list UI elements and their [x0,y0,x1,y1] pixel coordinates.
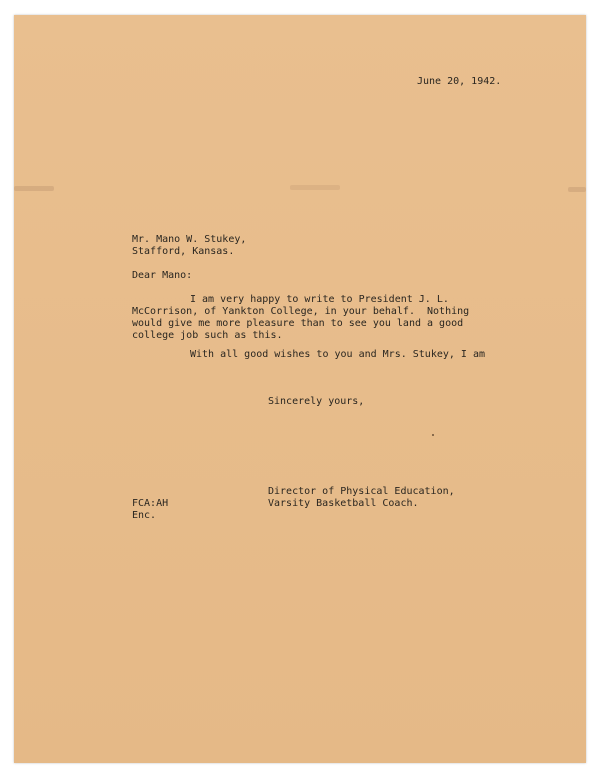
letter-page [14,15,586,763]
body-line: I am very happy to write to President J. L. [190,294,449,305]
signature-title: Varsity Basketball Coach. [268,498,419,509]
closing: Sincerely yours, [268,396,365,407]
recipient-name: Mr. Mano W. Stukey, [132,234,247,245]
reference-initials: FCA:AH [132,498,169,509]
enclosure-note: Enc. [132,510,157,521]
paper-speck [432,434,434,436]
salutation: Dear Mano: [132,270,193,281]
letter-date: June 20, 1942. [417,76,502,87]
paper-crease-mark [290,185,340,190]
recipient-location: Stafford, Kansas. [132,246,235,257]
body-line: college job such as this. [132,330,283,341]
signature-title: Director of Physical Education, [268,486,455,497]
paper-crease-mark [568,187,586,192]
body-line: McCorrison, of Yankton College, in your behalf. Nothing [132,306,470,317]
paper-crease-mark [14,186,54,191]
body-line: would give me more pleasure than to see you land a good [132,318,464,329]
closing-paragraph: With all good wishes to you and Mrs. Stukey, I am [190,349,486,360]
